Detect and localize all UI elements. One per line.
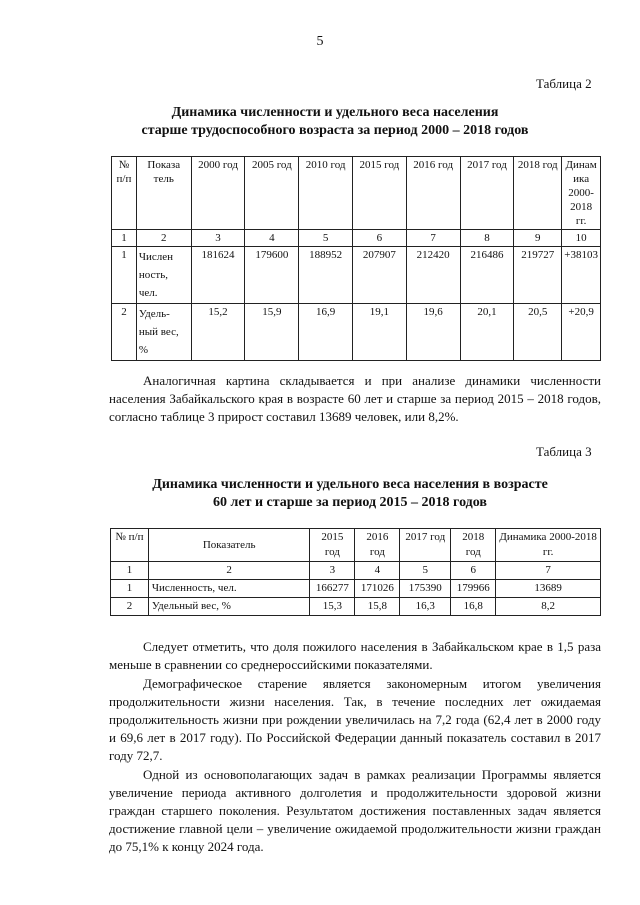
table-cell: 219727	[514, 247, 562, 304]
table-cell: +20,9	[562, 304, 601, 361]
number-cell: 2	[136, 230, 191, 247]
number-cell: 3	[310, 562, 355, 580]
header-cell: Динамика 2000-2018 гг.	[496, 529, 601, 562]
table-cell: 15,2	[191, 304, 245, 361]
table-cell: Численность, чел.	[148, 580, 310, 598]
table-cell: 13689	[496, 580, 601, 598]
number-cell: 7	[406, 230, 460, 247]
table3-label: Таблица 3	[536, 444, 592, 459]
table-cell: 216486	[460, 247, 514, 304]
number-cell: 8	[460, 230, 514, 247]
paragraph-text: Следует отметить, что доля пожилого населения в Забайкальском крае в 1,5 раза меньше в сравнении со среднероссийскими показателями.	[109, 639, 601, 672]
table-cell: 20,1	[460, 304, 514, 361]
table-cell: Удель-ный вес, %	[136, 304, 191, 361]
header-cell: Показатель	[148, 529, 310, 562]
number-cell: 5	[400, 562, 451, 580]
table2-title-line2: старше трудоспособного возраста за период 2000 – 2018 годов	[141, 123, 529, 138]
table-row	[111, 598, 601, 616]
table2-numbering-row	[112, 230, 601, 247]
table-cell: 1	[111, 580, 149, 598]
table-cell: 207907	[353, 247, 407, 304]
paragraph-text: Одной из основополагающих задач в рамках реализации Программы является увеличение периода активного долголетия и продолжительности здоровой жизни граждан старшего поколения. Результатом достижения поставленных задач является достижение главной цели – увеличение ожидаемой продолжительности жизни граждан до 75,1% к концу 2024 года.	[109, 767, 601, 854]
paragraph-analysis	[109, 372, 601, 426]
table2-header-row	[112, 157, 601, 230]
table2-title-line1: Динамика численности и удельного веса населения	[171, 105, 499, 120]
table-cell: 8,2	[496, 598, 601, 616]
number-cell: 9	[514, 230, 562, 247]
header-cell: 2016 год	[355, 529, 400, 562]
table2	[111, 156, 601, 361]
table3-numbering-row	[111, 562, 601, 580]
table-cell: 16,9	[299, 304, 353, 361]
body-text	[109, 638, 601, 856]
table-cell: 19,1	[353, 304, 407, 361]
table-cell: 212420	[406, 247, 460, 304]
table2-title	[30, 104, 640, 140]
page-number: 5	[316, 34, 324, 49]
table3	[110, 528, 601, 616]
header-cell: 2018 год	[514, 157, 562, 230]
table-row	[111, 580, 601, 598]
number-cell: 10	[562, 230, 601, 247]
header-cell: 2015 год	[353, 157, 407, 230]
number-cell: 1	[111, 562, 149, 580]
header-cell: № п/п	[112, 157, 137, 230]
table3-header-row	[111, 529, 601, 562]
table3-title	[60, 476, 640, 512]
number-cell: 2	[148, 562, 310, 580]
table-cell: 16,8	[451, 598, 496, 616]
table-cell: 15,9	[245, 304, 299, 361]
number-cell: 6	[451, 562, 496, 580]
header-cell: Динам ика 2000-2018 гг.	[562, 157, 601, 230]
table-cell: 179600	[245, 247, 299, 304]
header-cell: 2005 год	[245, 157, 299, 230]
number-cell: 4	[355, 562, 400, 580]
number-cell: 6	[353, 230, 407, 247]
header-cell: 2000 год	[191, 157, 245, 230]
number-cell: 4	[245, 230, 299, 247]
table-cell: 15,8	[355, 598, 400, 616]
header-cell: 2017 год	[460, 157, 514, 230]
table-cell: 175390	[400, 580, 451, 598]
table-cell: 15,3	[310, 598, 355, 616]
table-cell: Числен ность, чел.	[136, 247, 191, 304]
header-cell: 2018 год	[451, 529, 496, 562]
table-cell: 166277	[310, 580, 355, 598]
header-cell: 2016 год	[406, 157, 460, 230]
number-cell: 1	[112, 230, 137, 247]
header-cell: 2015 год	[310, 529, 355, 562]
table-cell: 16,3	[400, 598, 451, 616]
header-cell: Показа тель	[136, 157, 191, 230]
paragraph-text: Аналогичная картина складывается и при анализе динамики численности населения Забайкальского края в возрасте 60 лет и старше за период 2015 – 2018 годов, согласно таблице 3 прирост составил 13689 человек, или 8,2%.	[109, 373, 601, 424]
table-cell: 20,5	[514, 304, 562, 361]
table-row	[112, 304, 601, 361]
table-row	[112, 247, 601, 304]
table-cell: 179966	[451, 580, 496, 598]
table-cell: 1	[112, 247, 137, 304]
table3-title-line1: Динамика численности и удельного веса населения в возрасте	[152, 477, 548, 492]
table-cell: 2	[111, 598, 149, 616]
table-cell: 188952	[299, 247, 353, 304]
table2-label: Таблица 2	[536, 76, 592, 91]
table-cell: 19,6	[406, 304, 460, 361]
table3-title-line2: 60 лет и старше за период 2015 – 2018 годов	[213, 495, 487, 510]
table-cell: +38103	[562, 247, 601, 304]
table-cell: 171026	[355, 580, 400, 598]
paragraph-text: Демографическое старение является закономерным итогом увеличения продолжительности жизни населения. Так, в течение последних лет ожидаемая продолжительность жизни при рождении увеличилась на 7,2 года (62,4 лет в 2000 году и 69,6 лет в 2017 году). По Российской Федерации данный показатель составил в 2017 году 72,7.	[109, 676, 601, 763]
header-cell: 2017 год	[400, 529, 451, 562]
header-cell: 2010 год	[299, 157, 353, 230]
table-cell: 181624	[191, 247, 245, 304]
number-cell: 7	[496, 562, 601, 580]
number-cell: 5	[299, 230, 353, 247]
table-cell: 2	[112, 304, 137, 361]
header-cell: № п/п	[111, 529, 149, 562]
table-cell: Удельный вес, %	[148, 598, 310, 616]
number-cell: 3	[191, 230, 245, 247]
